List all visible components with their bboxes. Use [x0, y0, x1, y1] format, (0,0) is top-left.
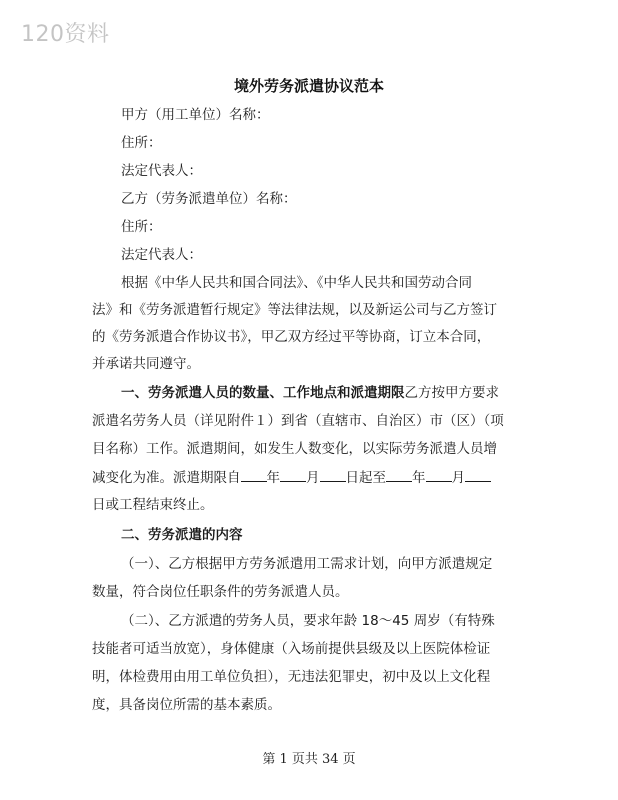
section-2-p1-line-2: 数量，符合岗位任职条件的劳务派遣人员。 [92, 584, 349, 600]
section-1-line-1 [121, 384, 499, 402]
party-a-address-label: 住所： [121, 135, 162, 151]
party-b-address-label: 住所： [121, 219, 162, 235]
section-1-line-2: 派遣名劳务人员（详见附件１）到省（直辖市、自治区）市（区）（项 [92, 413, 504, 429]
section-2-heading: 二、劳务派遣的内容 [121, 527, 243, 543]
start-year-label: 年 [266, 470, 280, 486]
section-2-p2-line-1: （二）、乙方派遣的劳务人员，要求年龄 18～45 周岁（有特殊 [121, 613, 495, 629]
end-month-label: 月 [451, 470, 465, 486]
section-2-p2-line-3: 明，体检费用由用工单位负担），无违法犯罪史，初中及以上文化程 [92, 669, 491, 685]
end-day-blank [465, 468, 491, 482]
party-b-name-label: 乙方（劳务派遣单位）名称： [121, 191, 297, 207]
section-1-line-5: 日或工程结束终止。 [92, 497, 214, 513]
preamble-line-3: 的《劳务派遣合作协议书》，甲乙双方经过平等协商，订立本合同， [92, 329, 491, 345]
section-2-p2-line-2: 技能者可适当放宽），身体健康（入场前提供县级及以上医院体检证 [92, 641, 491, 657]
party-a-name-label: 甲方（用工单位）名称： [121, 107, 270, 123]
start-day-to-label: 日起至 [345, 470, 386, 486]
section-1-line-1-rest: 乙方按甲方要求 [404, 385, 499, 401]
section-2-p1-line-1: （一）、乙方根据甲方劳务派遣用工需求计划，向甲方派遣规定 [121, 556, 493, 572]
section-1-line-4 [92, 468, 491, 487]
preamble-line-1: 根据《中华人民共和国合同法》、《中华人民共和国劳动合同 [121, 275, 472, 291]
start-month-label: 月 [306, 470, 320, 486]
start-day-blank [320, 468, 346, 482]
preamble-line-4: 并承诺共同遵守。 [92, 356, 200, 372]
preamble-line-2: 法》和《劳务派遣暂行规定》等法律法规，以及新运公司与乙方签订 [92, 302, 497, 318]
party-a-rep-label: 法定代表人： [121, 163, 202, 179]
end-year-label: 年 [412, 470, 426, 486]
section-1-line-3: 目名称）工作。派遣期间，如发生人数变化，以实际劳务派遣人员增 [92, 441, 497, 457]
end-month-blank [426, 468, 452, 482]
document-title: 境外劳务派遣协议范本 [233, 77, 384, 95]
section-2-p2-line-4: 度，具备岗位所需的基本素质。 [92, 697, 281, 713]
start-year-blank [241, 468, 267, 482]
start-month-blank [280, 468, 306, 482]
term-start-label: 减变化为准。派遣期限自 [92, 470, 241, 486]
party-b-rep-label: 法定代表人： [121, 247, 202, 263]
section-1-heading: 一、劳务派遣人员的数量、工作地点和派遣期限 [121, 385, 405, 401]
page-footer: 第 1 页共 34 页 [262, 752, 356, 767]
end-year-blank [386, 468, 412, 482]
watermark: 120资料 [21, 22, 110, 47]
